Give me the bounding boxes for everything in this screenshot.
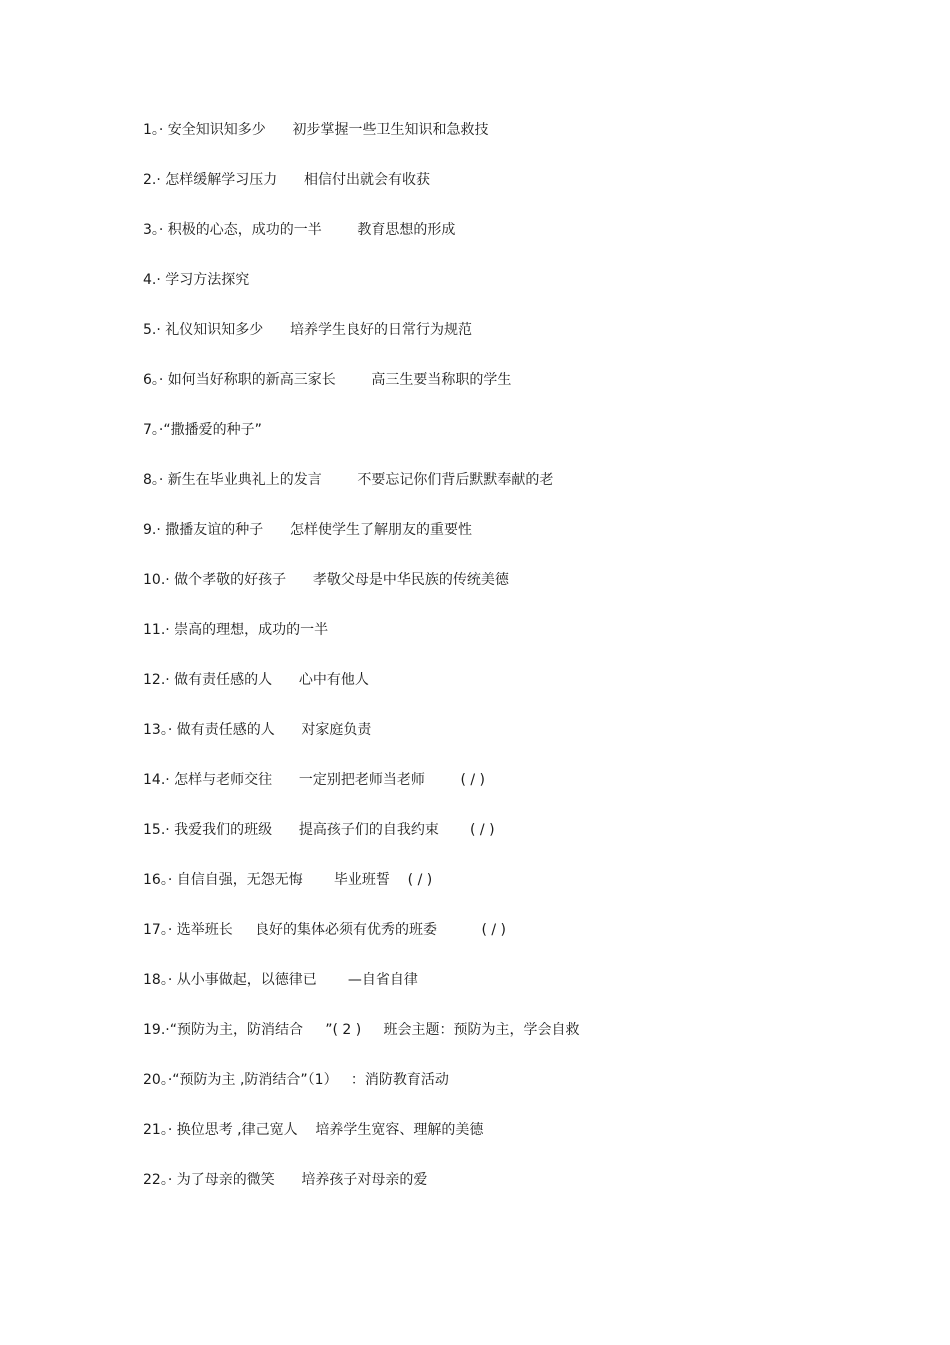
list-item: 9.· 撒播友谊的种子 怎样使学生了解朋友的重要性 bbox=[143, 522, 472, 538]
list-item: 18。· 从小事做起，以德律已 —自省自律 bbox=[143, 972, 418, 988]
list-item: 6。· 如何当好称职的新高三家长 高三生要当称职的学生 bbox=[143, 372, 512, 388]
list-item: 16。· 自信自强，无怨无悔 毕业班誓 ( / ) bbox=[143, 872, 433, 888]
list-item: 14.· 怎样与老师交往 一定别把老师当老师 ( / ) bbox=[143, 772, 486, 788]
list-item: 10.· 做个孝敬的好孩子 孝敬父母是中华民族的传统美德 bbox=[143, 572, 509, 588]
list-item: 20。·“预防为主 ,防消结合”（1） ：消防教育活动 bbox=[143, 1072, 449, 1088]
list-item: 2.· 怎样缓解学习压力 相信付出就会有收获 bbox=[143, 172, 430, 188]
list-item: 3。· 积极的心态，成功的一半 教育思想的形成 bbox=[143, 222, 456, 238]
list-item: 17。· 选举班长 良好的集体必须有优秀的班委 ( / ) bbox=[143, 922, 507, 938]
topic-list bbox=[143, 118, 863, 1218]
list-item: 19.·“预防为主，防消结合 ”( 2 ) 班会主题：预防为主，学会自救 bbox=[143, 1022, 580, 1038]
list-item: 11.· 崇高的理想，成功的一半 bbox=[143, 622, 329, 638]
list-item: 4.· 学习方法探究 bbox=[143, 272, 250, 288]
list-item: 13。· 做有责任感的人 对家庭负责 bbox=[143, 722, 372, 738]
list-item: 5.· 礼仪知识知多少 培养学生良好的日常行为规范 bbox=[143, 322, 472, 338]
list-item: 1。· 安全知识知多少 初步掌握一些卫生知识和急救技 bbox=[143, 122, 489, 138]
list-item: 21。· 换位思考 ,律己宽人 培养学生宽容、理解的美德 bbox=[143, 1122, 484, 1138]
list-item: 7。·“撒播爱的种子” bbox=[143, 422, 262, 438]
list-item: 12.· 做有责任感的人 心中有他人 bbox=[143, 672, 369, 688]
list-item: 8。· 新生在毕业典礼上的发言 不要忘记你们背后默默奉献的老 bbox=[143, 472, 554, 488]
list-item: 22。· 为了母亲的微笑 培养孩子对母亲的爱 bbox=[143, 1172, 428, 1188]
list-item: 15.· 我爱我们的班级 提高孩子们的自我约束 ( / ) bbox=[143, 822, 495, 838]
